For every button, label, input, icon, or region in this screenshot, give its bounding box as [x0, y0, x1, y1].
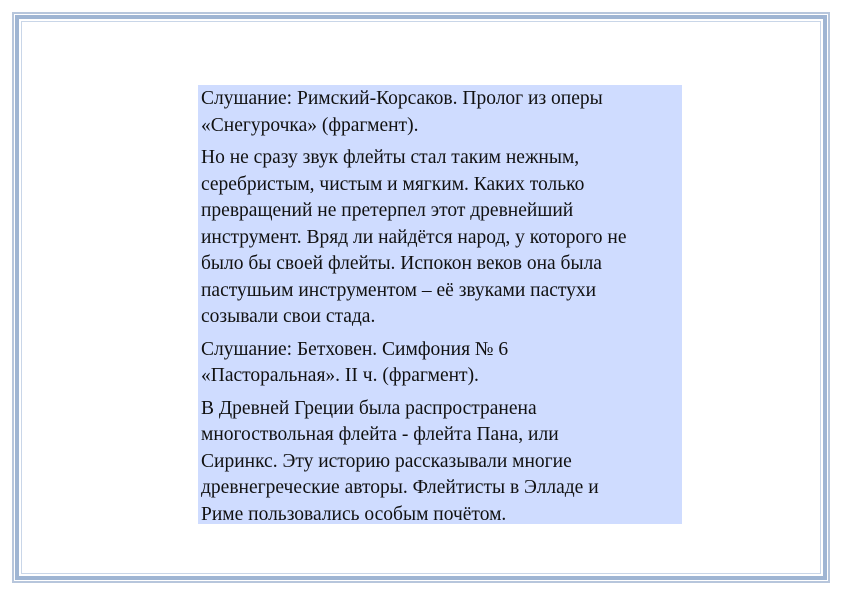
paragraph-listening-rimsky-korsakov: Слушание: Римский-Корсаков. Пролог из оперы «Снегурочка» (фрагмент).	[201, 88, 603, 136]
text-box	[198, 85, 682, 524]
paragraph-pan-flute: В Древней Греции была распространена многоствольная флейта - флейта Пана, или Сиринкс. Эту историю рассказывали многие древнегреческие авторы. Флейтисты в Элладе и Риме пользовались особым почётом.	[201, 397, 599, 525]
paragraph-listening-beethoven: Слушание: Бетховен. Симфония № 6 «Пасторальная». II ч. (фрагмент).	[201, 338, 509, 386]
paragraph-flute-history: Но не сразу звук флейты стал таким нежным, серебристым, чистым и мягким. Каких только превращений не претерпел этот древнейший инструмент. Вряд ли найдётся народ, у которого не было бы своей флейты. Испокон веков она была пастушьим инструментом – её звуками пастухи созывали свои стада.	[201, 147, 627, 327]
